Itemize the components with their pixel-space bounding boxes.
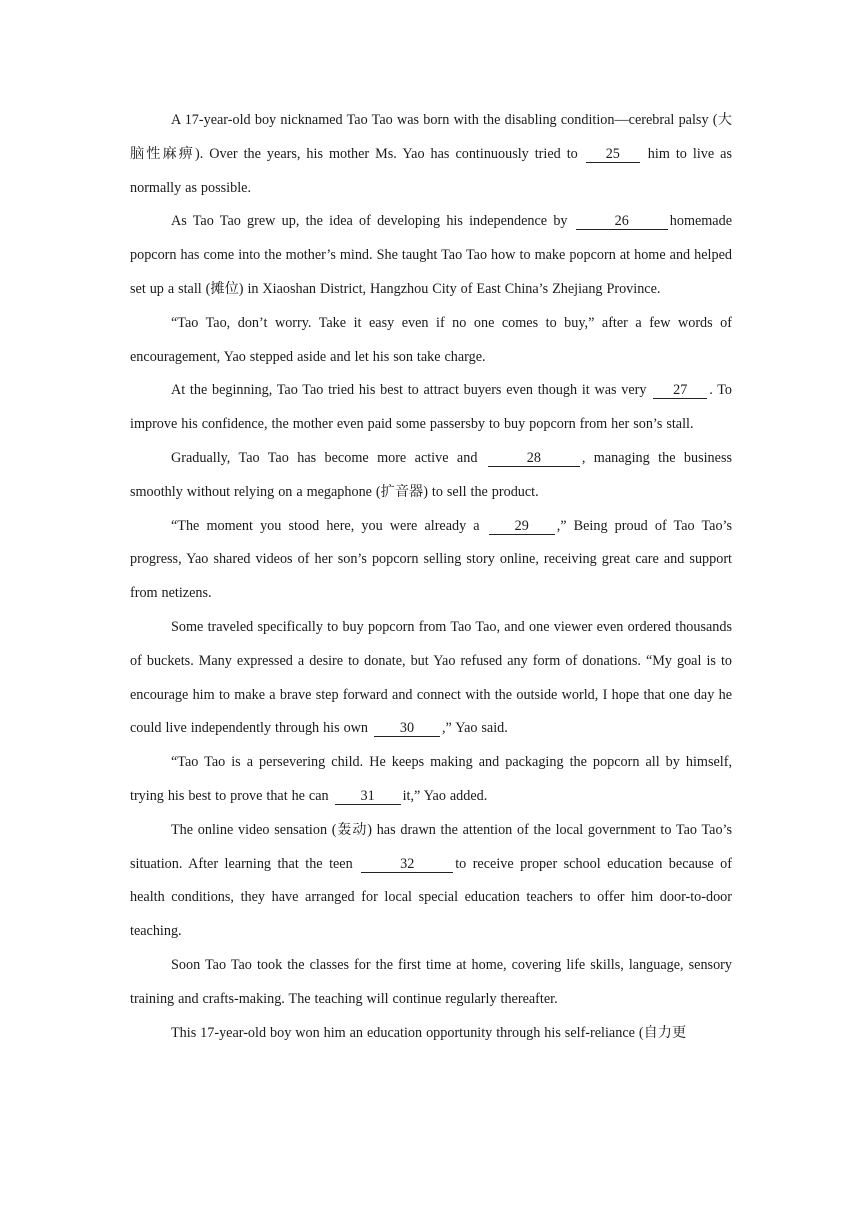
paragraph-text: The online video sensation (轰动) has drawn the attention of the local government to Tao Tao’s situation. After learning that the teen [130, 821, 732, 872]
answer-blank: 28 [488, 450, 580, 467]
paragraph [130, 746, 732, 814]
paragraph [130, 374, 732, 442]
paragraph-text: “Tao Tao, don’t worry. Take it easy even if no one comes to buy,” after a few words of encouragement, Yao stepped aside and let his son take charge. [130, 314, 732, 365]
paragraph [130, 611, 732, 746]
answer-blank: 25 [586, 146, 640, 163]
paragraph-text: “Tao Tao is a persevering child. He keeps making and packaging the popcorn all by himself, trying his best to prove that he can [130, 754, 732, 804]
paragraph [130, 307, 732, 375]
paragraph-text: A 17-year-old boy nicknamed Tao Tao was born with the disabling condition—cerebral palsy (大脑性麻痹). Over the years, his mother Ms. Yao has continuously tried to [130, 112, 732, 162]
paragraph-text: Some traveled specifically to buy popcorn from Tao Tao, and one viewer even ordered thousands of buckets. Many expressed a desire to donate, but Yao refused any form of donations. “My goal is to encourage him to make a brave step forward and connect with the outside world, I hope that one day he could live independently through his own [130, 618, 732, 737]
paragraph-text: At the beginning, Tao Tao tried his best to attract buyers even though it was very [171, 382, 652, 399]
paragraph-text: , managing the business smoothly without relying on a megaphone (扩音器) to sell the product. [130, 449, 732, 500]
paragraph-text: “The moment you stood here, you were already a [171, 517, 487, 534]
answer-blank: 26 [576, 213, 668, 230]
answer-blank: 30 [374, 720, 440, 737]
paragraph [130, 104, 732, 205]
paragraph [130, 510, 732, 611]
paragraph-text: ,” Yao said. [441, 720, 508, 737]
answer-blank: 31 [335, 788, 401, 805]
paragraph-text: him to live as normally as possible. [130, 145, 732, 196]
paragraph-text: . To improve his confidence, the mother even paid some passersby to buy popcorn from her son’s stall. [130, 382, 732, 433]
paragraph-text: As Tao Tao grew up, the idea of developing his independence by [171, 213, 574, 230]
paragraph [130, 949, 732, 1017]
paragraph-text: Soon Tao Tao took the classes for the first time at home, covering life skills, language, sensory training and crafts-making. The teaching will continue regularly thereafter. [130, 956, 732, 1007]
answer-blank: 29 [489, 518, 555, 535]
answer-blank: 27 [653, 382, 707, 399]
paragraph [130, 205, 732, 306]
answer-blank: 32 [361, 856, 453, 873]
paragraph-text: Gradually, Tao Tao has become more active and [171, 449, 486, 466]
paragraph [130, 1017, 732, 1051]
paragraph-text: ,” Being proud of Tao Tao’s progress, Yao shared videos of her son’s popcorn selling story online, receiving great care and support from netizens. [130, 517, 732, 602]
paragraph-text: This 17-year-old boy won him an education opportunity through his self-reliance (自力更 [171, 1024, 687, 1041]
paragraph-text: homemade popcorn has come into the mother’s mind. She taught Tao Tao how to make popcorn at home and helped set up a stall (摊位) in Xiaoshan District, Hangzhou City of East China’s Zhejiang Province. [130, 213, 732, 297]
paragraph [130, 442, 732, 510]
paragraph-text: it,” Yao added. [402, 787, 488, 804]
document-page [130, 104, 732, 1050]
paragraph [130, 814, 732, 949]
paragraph-text: to receive proper school education because of health conditions, they have arranged for local special education teachers to offer him door-to-door teaching. [130, 855, 732, 940]
